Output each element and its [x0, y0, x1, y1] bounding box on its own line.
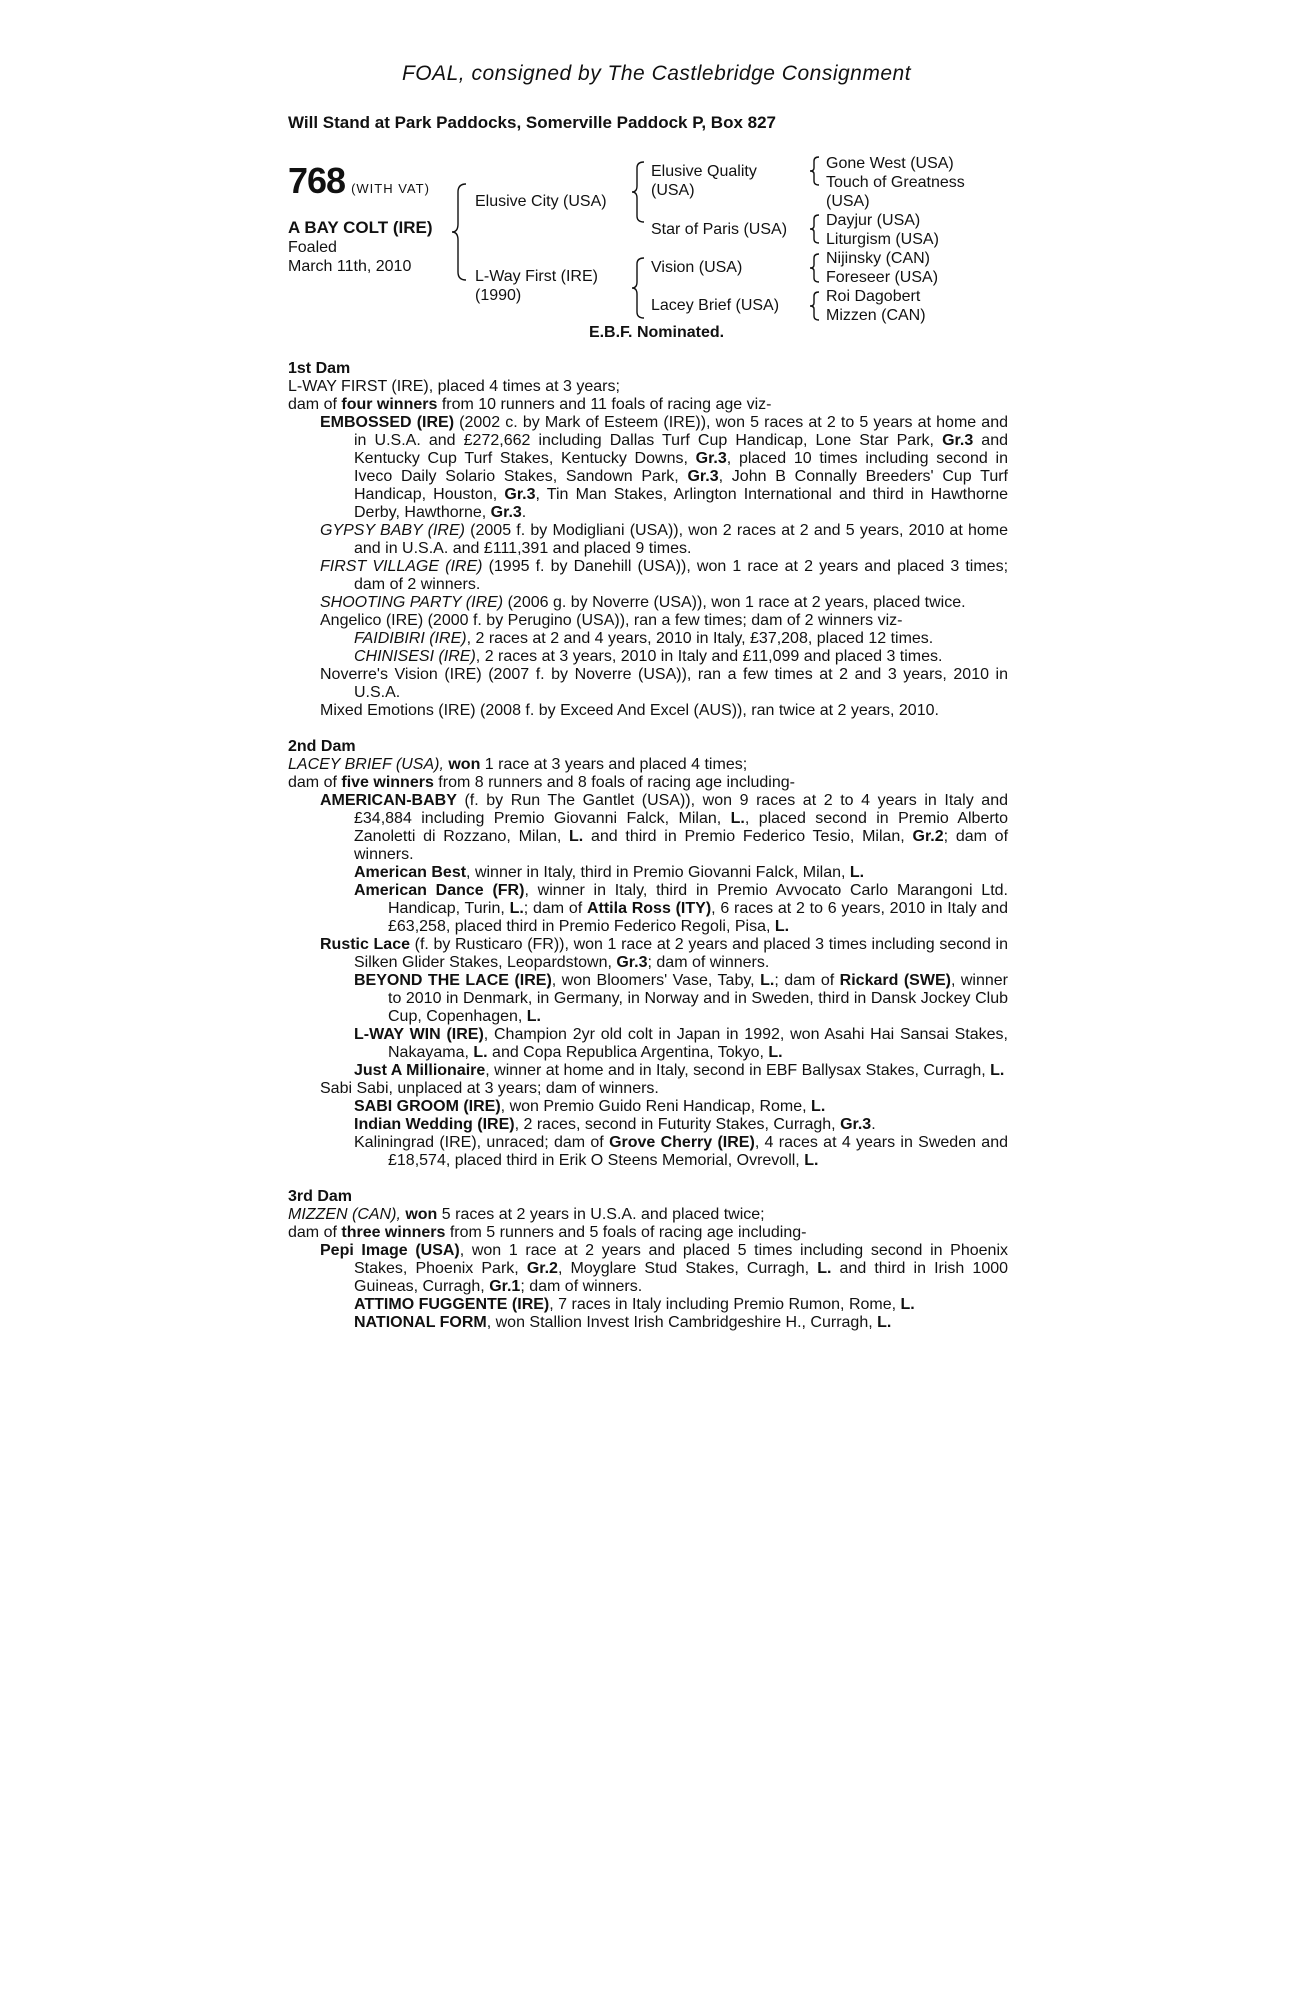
- lot-number: 768: [288, 160, 346, 201]
- grade: Gr.3: [840, 1116, 872, 1133]
- text: .: [871, 1116, 876, 1133]
- text: from 8 runners and 8 foals of racing age including-: [433, 774, 795, 791]
- second-dam-intro: LACEY BRIEF (USA), won 1 race at 3 years and placed 4 times;: [288, 756, 748, 773]
- grade: L.: [569, 828, 584, 845]
- horse-name: L-WAY WIN (IRE): [354, 1026, 484, 1043]
- produce-pepi-image: [288, 1242, 1008, 1296]
- horse-name: Indian Wedding (IRE): [354, 1116, 515, 1133]
- lot-header: [288, 160, 430, 202]
- horse-name: AMERICAN-BABY: [320, 792, 457, 809]
- grade: L.: [774, 918, 790, 935]
- text: , 4 races at 4 years in Sweden and £18,574, placed third in Erik O Steens Memorial, Ovrevoll,: [388, 1134, 1008, 1169]
- text: won: [448, 756, 481, 773]
- text: (2002 c. by Mark of Esteem (IRE)), won 5 races at 2 to 5 years at home and in U.S.A. and £272,662 including Dallas Turf Cup Handicap, Lone Star Park,: [354, 414, 1009, 449]
- produce-kaliningrad: [288, 1134, 1008, 1170]
- pedigree-ssd-line2: (USA): [826, 193, 870, 210]
- text: , won Bloomers' Vase, Taby,: [551, 972, 761, 989]
- horse-name: FIRST VILLAGE (IRE): [320, 558, 483, 575]
- grade: Gr.3: [687, 468, 719, 485]
- text: , winner at home and in Italy, second in EBF Ballysax Stakes, Curragh,: [485, 1062, 991, 1079]
- produce-mixed-emotions: Mixed Emotions (IRE) (2008 f. by Exceed And Excel (AUS)), ran twice at 2 years, 2010.: [320, 702, 939, 719]
- produce-rustic-lace: [288, 936, 1008, 972]
- pedigree-sds: Dayjur (USA): [826, 212, 921, 229]
- winners-count: five winners: [341, 774, 434, 791]
- pedigree-sire-dam: Star of Paris (USA): [651, 221, 788, 238]
- horse-name: NATIONAL FORM: [354, 1314, 487, 1331]
- text: , Champion 2yr old colt in Japan in 1992, won Asahi Hai Sansai Stakes, Nakayama,: [388, 1026, 1008, 1061]
- text: , 2 races, second in Futurity Stakes, Curragh,: [514, 1116, 841, 1133]
- foaled-info: [288, 238, 411, 276]
- horse-name: SABI GROOM (IRE): [354, 1098, 501, 1115]
- produce-indian-wedding: [288, 1116, 1008, 1134]
- dam-sections: [288, 360, 1008, 1332]
- produce-noverres-vision: Noverre's Vision (IRE) (2007 f. by Noverre (USA)), ran a few times at 2 and 3 years, 2010 in U.S.A.: [320, 666, 1008, 701]
- text: , won 1 race at 2 years and placed 5 times including second in Phoenix Stakes, Phoenix Park,: [354, 1242, 1008, 1277]
- horse-name: CHINISESI (IRE): [354, 648, 476, 665]
- produce-l-way-win: [288, 1026, 1008, 1062]
- text: , 2 races at 3 years, 2010 in Italy and £11,099 and placed 3 times.: [475, 648, 943, 665]
- pedigree-dsd: Foreseer (USA): [826, 269, 939, 286]
- horse-name: American Dance (FR): [354, 882, 525, 899]
- text: , 6 races at 2 to 6 years, 2010 in Italy and £63,258, placed third in Premio Federico Regoli, Pisa,: [388, 900, 1009, 935]
- horse-name: BEYOND THE LACE (IRE): [354, 972, 552, 989]
- text: , 2 races at 2 and 4 years, 2010 in Italy, £37,208, placed 12 times.: [466, 630, 934, 647]
- text: (2006 g. by Noverre (USA)), won 1 race at 2 years, placed twice.: [503, 594, 966, 611]
- produce-just-a-millionaire: [288, 1062, 1008, 1080]
- pedigree-ssd-line1: Touch of Greatness: [826, 174, 965, 191]
- horse-name: ATTIMO FUGGENTE (IRE): [354, 1296, 550, 1313]
- pedigree-sss: Gone West (USA): [826, 155, 954, 172]
- grade: Gr.3: [490, 504, 522, 521]
- pedigree-ddd: Mizzen (CAN): [826, 307, 926, 324]
- text: , won Stallion Invest Irish Cambridgeshire H., Curragh,: [486, 1314, 878, 1331]
- third-dam-intro: MIZZEN (CAN), won 5 races at 2 years in U.S.A. and placed twice;: [288, 1206, 765, 1223]
- horse-name: Rustic Lace: [320, 936, 410, 953]
- text: , Moyglare Stud Stakes, Curragh,: [557, 1260, 818, 1277]
- grade: L.: [817, 1260, 832, 1277]
- pedigree-sire-sire: [651, 162, 757, 200]
- produce-first-village: [288, 558, 1008, 594]
- foaled-label: Foaled: [288, 239, 337, 256]
- grade: L.: [768, 1044, 783, 1061]
- produce-beyond-the-lace: [288, 972, 1008, 1026]
- grade: Gr.3: [504, 486, 536, 503]
- consignor-line: FOAL, consigned by The Castlebridge Consignment: [401, 62, 912, 85]
- text: and Kentucky Cup Turf Stakes, Kentucky Downs,: [354, 432, 1009, 467]
- text: dam of: [288, 1224, 342, 1241]
- ebf-nominated: E.B.F. Nominated.: [588, 324, 725, 341]
- text: from 5 runners and 5 foals of racing age including-: [445, 1224, 807, 1241]
- produce-american-dance: [288, 882, 1008, 936]
- horse-name: Rickard (SWE): [839, 972, 951, 989]
- text: (2005 f. by Modigliani (USA)), won 2 races at 2 and 5 years, 2010 at home and in U.S.A. and £111,391 and placed 9 times.: [354, 522, 1008, 557]
- grade: L.: [990, 1062, 1005, 1079]
- grade: L.: [509, 900, 524, 917]
- horse-name: Just A Millionaire: [354, 1062, 486, 1079]
- pedigree-sdd: Liturgism (USA): [826, 231, 939, 248]
- produce-sabi-groom: [288, 1098, 1008, 1116]
- pedigree-ssd: [826, 173, 965, 211]
- pedigree-dam-year: (1990): [475, 287, 522, 304]
- grade: Gr.3: [695, 450, 727, 467]
- produce-american-baby: [288, 792, 1008, 864]
- text: , winner in Italy, third in Premio Avvocato Carlo Marangoni Ltd. Handicap, Turin,: [388, 882, 1008, 917]
- grade: L.: [730, 810, 745, 827]
- horse-name: GYPSY BABY (IRE): [320, 522, 465, 539]
- grade: L.: [811, 1098, 826, 1115]
- grade: L.: [849, 864, 865, 881]
- text: ; dam of: [523, 900, 587, 917]
- produce-chinisesi: [288, 648, 1008, 666]
- text: , Tin Man Stakes, Arlington International and third in Hawthorne Derby, Hawthorne,: [354, 486, 1008, 521]
- first-dam-produce-summary: [288, 396, 1008, 414]
- grade: Gr.3: [616, 954, 648, 971]
- produce-national-form: [288, 1314, 1008, 1332]
- text: (f. by Run The Gantlet (USA)), won 9 races at 2 to 4 years in Italy and £34,884 including Premio Giovanni Falck, Milan,: [354, 792, 1008, 827]
- pedigree-dss: Nijinsky (CAN): [826, 250, 930, 267]
- produce-american-best: [288, 864, 1008, 882]
- grade: Gr.3: [942, 432, 974, 449]
- pedigree-dam-dam: Lacey Brief (USA): [651, 297, 780, 314]
- pedigree-dam-name: L-Way First (IRE): [475, 268, 598, 285]
- text: , winner to 2010 in Denmark, in Germany, in Norway and in Sweden, third in Dansk Jockey Club Cup, Copenhagen,: [388, 972, 1009, 1025]
- pedigree-brace-2: [630, 160, 648, 224]
- pedigree-brace-6: [808, 252, 822, 284]
- third-dam-produce-summary: [288, 1224, 1008, 1242]
- pedigree-dds: Roi Dagobert: [826, 288, 921, 305]
- horse-name: Attila Ross (ITY): [586, 900, 712, 917]
- text: , 7 races in Italy including Premio Rumon, Rome,: [549, 1296, 901, 1313]
- stand-location: Will Stand at Park Paddocks, Somerville Paddock P, Box 827: [288, 113, 777, 132]
- horse-name: EMBOSSED (IRE): [320, 414, 455, 431]
- horse-name: Pepi Image (USA): [320, 1242, 460, 1259]
- text: (f. by Rusticaro (FR)), won 1 race at 2 years and placed 3 times including second in Silken Glider Stakes, Leopardstown,: [354, 936, 1009, 971]
- produce-sabi-sabi: Sabi Sabi, unplaced at 3 years; dam of winners.: [320, 1080, 659, 1097]
- text: dam of: [288, 774, 342, 791]
- horse-name: FAIDIBIRI (IRE): [354, 630, 467, 647]
- pedigree-dam-sire: Vision (USA): [651, 259, 743, 276]
- text: and third in Premio Federico Tesio, Milan,: [583, 828, 913, 845]
- grade: L.: [760, 972, 775, 989]
- text: , won Premio Guido Reni Handicap, Rome,: [500, 1098, 812, 1115]
- second-dam-produce-summary: [288, 774, 1008, 792]
- grade: Gr.1: [489, 1278, 521, 1295]
- grade: Gr.2: [526, 1260, 558, 1277]
- pedigree-dam: [475, 267, 598, 305]
- first-dam-heading: 1st Dam: [288, 360, 351, 377]
- pedigree-brace-4: [808, 155, 822, 187]
- pedigree-brace-3: [630, 256, 648, 320]
- lot-name: A BAY COLT (IRE): [288, 218, 433, 237]
- text: won: [405, 1206, 438, 1223]
- text: ; dam of winners.: [647, 954, 770, 971]
- text: .: [521, 504, 527, 521]
- horse-name: LACEY BRIEF (USA): [288, 756, 440, 773]
- horse-name: American Best: [354, 864, 467, 881]
- produce-faidibiri: [288, 630, 1008, 648]
- first-dam-intro: L-WAY FIRST (IRE), placed 4 times at 3 years;: [288, 378, 620, 395]
- text: from 10 runners and 11 foals of racing age viz-: [437, 396, 772, 413]
- text: ; dam of winners.: [354, 828, 1009, 863]
- grade: Gr.2: [912, 828, 944, 845]
- pedigree-ss-line2: (USA): [651, 182, 695, 199]
- produce-shooting-party: [288, 594, 1008, 612]
- pedigree-sire: Elusive City (USA): [475, 193, 607, 210]
- text: 5 races at 2 years in U.S.A. and placed twice;: [437, 1206, 765, 1223]
- pedigree-ss-line1: Elusive Quality: [651, 163, 757, 180]
- second-dam-heading: 2nd Dam: [288, 738, 356, 755]
- text: , John B Connally Breeders' Cup Turf Handicap, Houston,: [354, 468, 1008, 503]
- text: , winner in Italy, third in Premio Giovanni Falck, Milan,: [466, 864, 850, 881]
- grade: L.: [877, 1314, 892, 1331]
- text: ; dam of winners.: [520, 1278, 643, 1295]
- third-dam-heading: 3rd Dam: [288, 1188, 353, 1205]
- text: (1995 f. by Danehill (USA)), won 1 race at 2 years and placed 3 times; dam of 2 winners.: [354, 558, 1009, 593]
- vat-note: (WITH VAT): [351, 181, 430, 196]
- grade: L.: [526, 1008, 541, 1025]
- grade: L.: [900, 1296, 915, 1313]
- horse-name: SHOOTING PARTY (IRE): [320, 594, 504, 611]
- text: ; dam of: [774, 972, 840, 989]
- text: 1 race at 3 years and placed 4 times;: [480, 756, 748, 773]
- winners-count: four winners: [341, 396, 438, 413]
- produce-embossed: [288, 414, 1008, 522]
- text: Kaliningrad (IRE), unraced; dam of: [354, 1134, 610, 1151]
- foaled-date: March 11th, 2010: [288, 258, 412, 275]
- grade: L.: [804, 1152, 819, 1169]
- text: , placed 10 times including second in Iveco Daily Solario Stakes, Sandown Park,: [354, 450, 1008, 485]
- produce-gypsy-baby: [288, 522, 1008, 558]
- grade: L.: [473, 1044, 488, 1061]
- horse-name: Grove Cherry (IRE): [609, 1134, 755, 1151]
- section-gap: [288, 1170, 1008, 1188]
- text: dam of: [288, 396, 342, 413]
- pedigree-brace-5: [808, 213, 822, 245]
- text: and Copa Republica Argentina, Tokyo,: [487, 1044, 769, 1061]
- section-gap: [288, 720, 1008, 738]
- produce-attimo-fuggente: [288, 1296, 1008, 1314]
- text: , placed second in Premio Alberto Zanoletti di Rozzano, Milan,: [354, 810, 1009, 845]
- text: and third in Irish 1000 Guineas, Curragh,: [354, 1260, 1009, 1295]
- produce-angelico: Angelico (IRE) (2000 f. by Perugino (USA)), ran a few times; dam of 2 winners viz-: [320, 612, 903, 629]
- horse-name: MIZZEN (CAN): [288, 1206, 397, 1223]
- pedigree-brace-1: [450, 182, 470, 282]
- pedigree-brace-7: [808, 290, 822, 322]
- winners-count: three winners: [341, 1224, 446, 1241]
